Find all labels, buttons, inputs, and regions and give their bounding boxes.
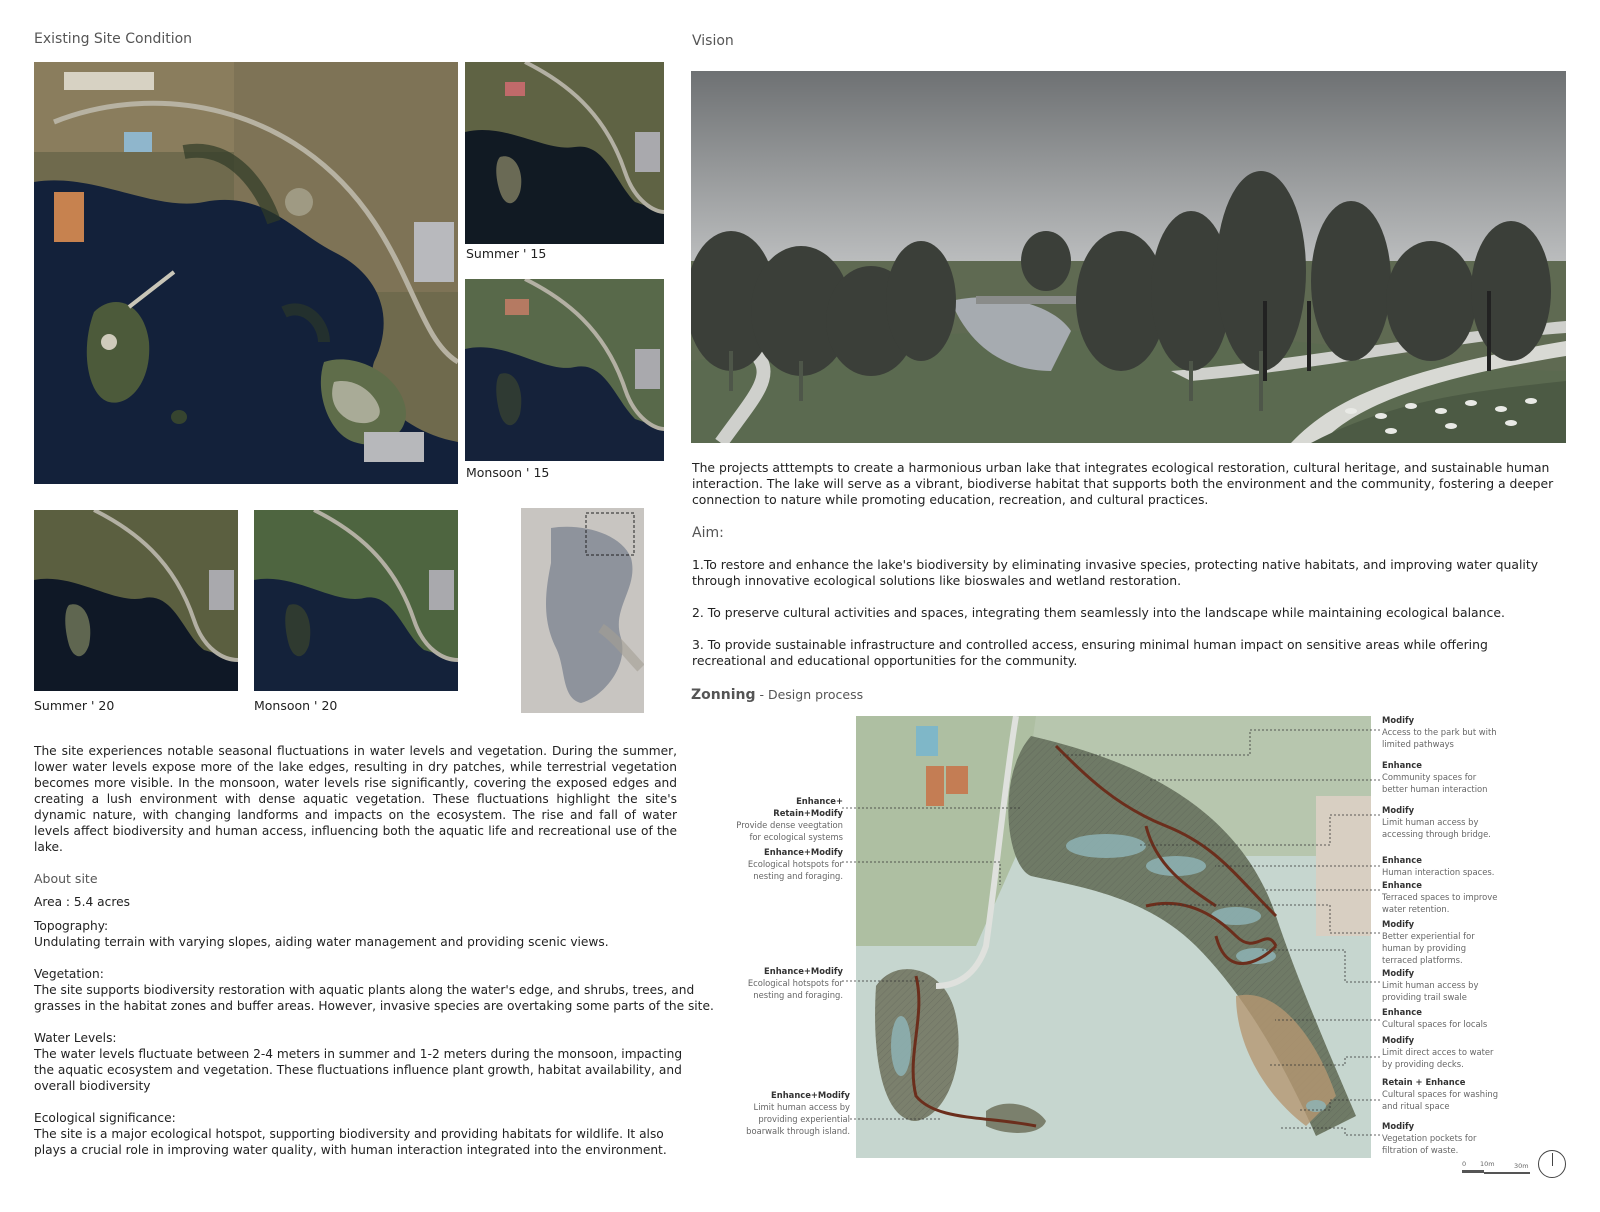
ecological-text: The site is a major ecological hotspot, supporting biodiversity and providing habitats for wildlife. It also plays a crucial role in improving water quality, with human interaction integrated into the environment.	[34, 1127, 667, 1157]
annotation-title: Modify	[1382, 919, 1415, 929]
annotation-text: Better experiential for human by providing terraced platforms.	[1382, 931, 1475, 965]
water-levels-title: Water Levels:	[34, 1031, 117, 1045]
annotation-left-1	[728, 795, 843, 843]
scale-bar	[1462, 1160, 1532, 1182]
topography-text: Undulating terrain with varying slopes, aiding water management and providing scenic views.	[34, 935, 609, 949]
summer-20-image	[34, 510, 238, 691]
annotation-title: Enhance+Modify	[771, 1090, 850, 1100]
annotation-title: Enhance	[1382, 760, 1422, 770]
annotation-title: Enhance+ Retain+Modify	[773, 796, 843, 818]
annotation-text: Limit human access by providing trail swale	[1382, 980, 1479, 1002]
area-text: Area : 5.4 acres	[34, 895, 130, 909]
annotation-title: Enhance+Modify	[764, 847, 843, 857]
annotation-left-2	[728, 846, 843, 882]
annotation-right-3	[1382, 804, 1502, 840]
annotation-text: Limit human access by accessing through bridge.	[1382, 817, 1491, 839]
aim-3: 3. To provide sustainable infrastructure and controlled access, ensuring minimal human impact on sensitive areas while offering recreational and educational opportunities for the community.	[692, 637, 1488, 668]
topography-title: Topography:	[34, 919, 109, 933]
vision-paragraph: The projects atttempts to create a harmonious urban lake that integrates ecological restoration, cultural heritage, and sustainable human interaction. The lake will serve as a vibrant, biodiverse habitat that supports both the environment and the community, fostering a deeper connection to nature while promoting education, recreation, and cultural practices.	[692, 460, 1554, 507]
annotation-right-9	[1382, 1034, 1502, 1070]
annotation-text: Cultural spaces for locals	[1382, 1019, 1488, 1029]
aim-heading: Aim:	[692, 525, 724, 541]
annotation-title: Modify	[1382, 1035, 1415, 1045]
vegetation-title: Vegetation:	[34, 967, 104, 981]
water-levels-text: The water levels fluctuate between 2-4 meters in summer and 1-2 meters during the monsoon, impacting the aquatic ecosystem and vegetation. These fluctuations influence plant growth, habitat availability, and overall biodiversity	[34, 1047, 683, 1093]
north-arrow-icon	[1538, 1150, 1566, 1178]
annotation-right-10	[1382, 1076, 1502, 1112]
ecological-title: Ecological significance:	[34, 1111, 176, 1125]
annotation-right-11	[1382, 1120, 1502, 1156]
annotation-text: Access to the park but with limited pathways	[1382, 727, 1497, 749]
annotation-text: Ecological hotspots for nesting and foraging.	[747, 978, 843, 1000]
summer-15-caption: Summer ' 15	[466, 246, 547, 261]
annotation-right-1	[1382, 714, 1502, 750]
annotation-text: Limit human access by providing experiential boarwalk through island.	[746, 1102, 850, 1136]
annotation-text: Human interaction spaces.	[1382, 867, 1495, 877]
annotation-title: Modify	[1382, 968, 1415, 978]
zoning-title: Zonning	[691, 687, 756, 703]
scale-segment	[1462, 1170, 1484, 1173]
north-arrow-needle	[1552, 1153, 1553, 1166]
location-map-image	[521, 508, 644, 713]
annotation-title: Enhance	[1382, 1007, 1422, 1017]
scale-label-10: 10m	[1480, 1160, 1495, 1168]
summer-15-image	[465, 62, 664, 244]
annotation-title: Enhance	[1382, 855, 1422, 865]
annotation-title: Modify	[1382, 715, 1415, 725]
annotation-text: Terraced spaces to improve water retention.	[1382, 892, 1498, 914]
annotation-title: Modify	[1382, 805, 1415, 815]
monsoon-15-caption: Monsoon ' 15	[466, 465, 550, 480]
annotation-right-6	[1382, 918, 1502, 966]
annotation-right-5	[1382, 879, 1502, 915]
scale-segment	[1484, 1172, 1530, 1174]
vision-heading: Vision	[692, 33, 734, 49]
annotation-right-2	[1382, 759, 1502, 795]
vision-render-image	[691, 71, 1566, 443]
annotation-text: Cultural spaces for washing and ritual space	[1382, 1089, 1499, 1111]
annotation-title: Enhance	[1382, 880, 1422, 890]
annotation-right-8	[1382, 1006, 1502, 1030]
monsoon-20-image	[254, 510, 458, 691]
annotation-title: Enhance+Modify	[764, 966, 843, 976]
annotation-title: Retain + Enhance	[1382, 1077, 1466, 1087]
zoning-plan-image	[856, 716, 1371, 1158]
annotation-text: Vegetation pockets for filtration of waste.	[1382, 1133, 1477, 1155]
seasonal-paragraph: The site experiences notable seasonal fluctuations in water levels and vegetation. During the summer, lower water levels expose more of the lake edges, resulting in dry patches, while terrestrial vegetation becomes more visible. In the monsoon, water levels rise significantly, covering the exposed edges and creating a lush environment with dense aquatic vegetation. These fluctuations highlight the site's dynamic nature, with changing landforms and impacts on the ecosystem. The rise and fall of water levels affect biodiversity and human access, influencing both the aquatic life and recreational use of the lake.	[34, 744, 677, 854]
annotation-text: Ecological hotspots for nesting and foraging.	[747, 859, 843, 881]
annotation-text: Limit direct acces to water by providing decks.	[1382, 1047, 1494, 1069]
annotation-right-7	[1382, 967, 1502, 1003]
annotation-text: Provide dense veegtation for ecological systems	[736, 820, 843, 842]
annotation-title: Modify	[1382, 1121, 1415, 1131]
annotation-left-4	[734, 1089, 850, 1137]
scale-label-30: 30m	[1514, 1162, 1529, 1170]
aim-1: 1.To restore and enhance the lake's biodiversity by eliminating invasive species, protecting native habitats, and improving water quality through innovative ecological solutions like bioswales and wetland restoration.	[692, 557, 1539, 588]
annotation-left-3	[728, 965, 843, 1001]
scale-label-0: 0	[1462, 1160, 1467, 1168]
annotation-right-4	[1382, 854, 1502, 878]
monsoon-15-image	[465, 279, 664, 461]
zoning-heading	[691, 686, 863, 704]
existing-site-heading: Existing Site Condition	[34, 31, 193, 47]
annotation-text: Community spaces for better human interaction	[1382, 772, 1488, 794]
aim-2: 2. To preserve cultural activities and spaces, integrating them seamlessly into the landscape while maintaining ecological balance.	[692, 605, 1505, 620]
vegetation-text: The site supports biodiversity restoration with aquatic plants along the water's edge, and shrubs, trees, and grasses in the habitat zones and buffer areas. However, invasive species are overtaking some parts of the site.	[34, 983, 714, 1013]
main-satellite-image	[34, 62, 458, 484]
monsoon-20-caption: Monsoon ' 20	[254, 698, 338, 713]
summer-20-caption: Summer ' 20	[34, 698, 115, 713]
zoning-subtitle: - Design process	[755, 687, 864, 702]
about-site-title: About site	[34, 871, 98, 886]
